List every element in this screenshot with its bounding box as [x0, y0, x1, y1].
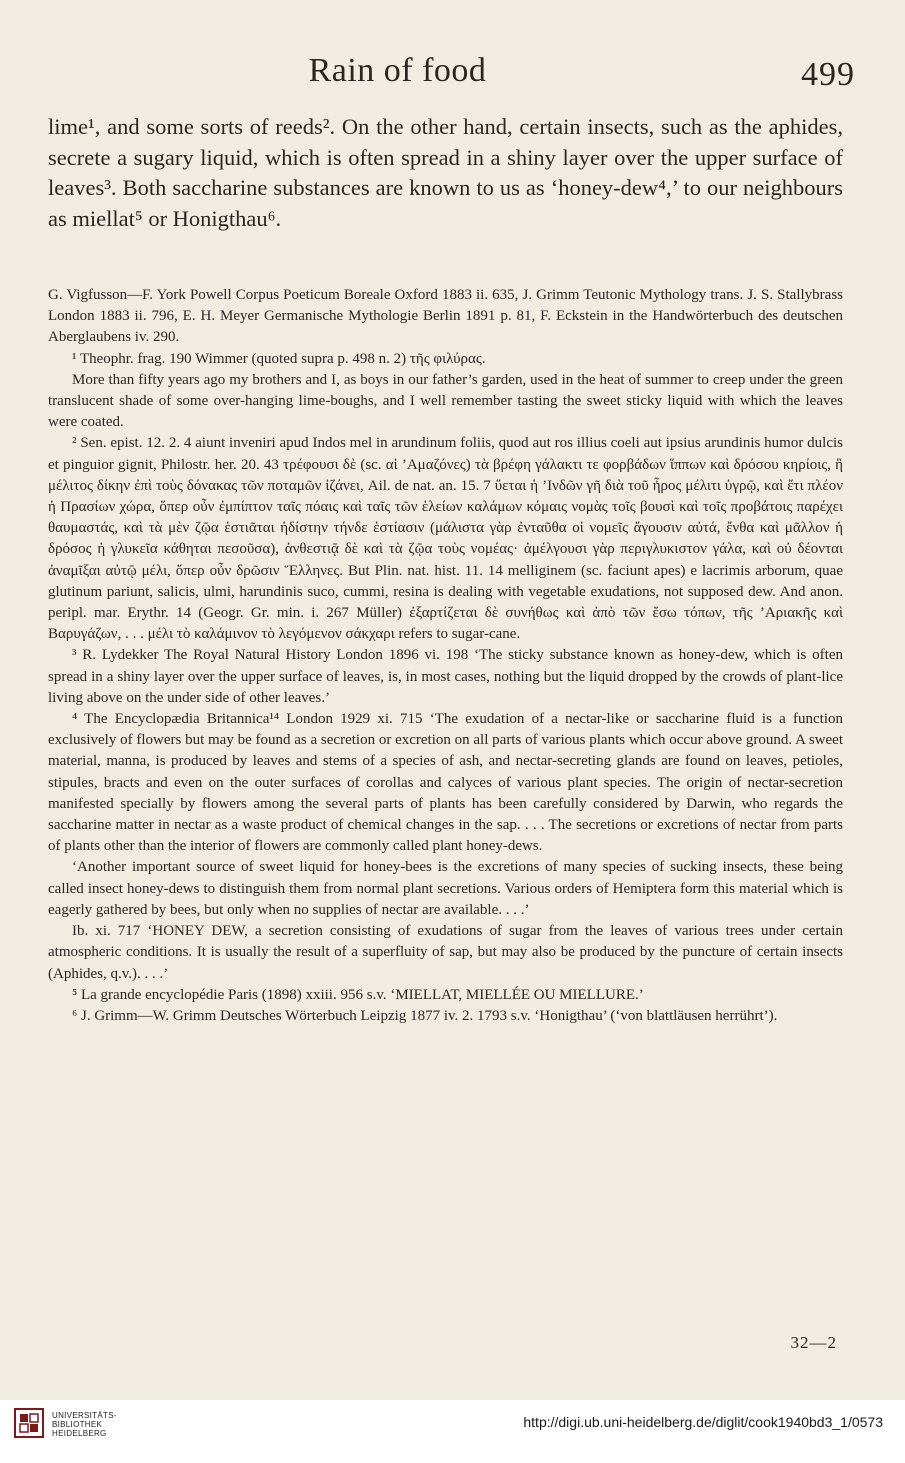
university-library-logo-icon [14, 1408, 44, 1438]
page-number: 499 [801, 56, 855, 93]
signature-mark: 32—2 [790, 1333, 837, 1352]
footnote: ‘Another important source of sweet liquid for honey-bees is the excretions of many species of sucking insects, these being called insect honey-dews to distinguish them from normal plant secretions. Various orders of Hemiptera form this material which is eagerly gathered by bees, but only when no supplies of nectar are available. . . .’ [48, 859, 843, 918]
footnote: G. Vigfusson—F. York Powell Corpus Poeticum Boreale Oxford 1883 ii. 635, J. Grimm Teutonic Mythology trans. J. S. Stallybrass London 1883 ii. 796, E. H. Meyer Germanische Mythologie Berlin 1891 p. 81, F. Eckstein in the Handwörterbuch des deutschen Aberglaubens iv. 290. [48, 287, 843, 346]
body-paragraph: lime¹, and some sorts of reeds². On the other hand, certain insects, such as the aphides, secrete a sugary liquid, which is often spread in a shiny layer over the upper surface of leaves³. Both saccharine substances are known to us as ‘honey-dew⁴,’ to our neighbours as miellat⁵ or Honigthau⁶. [48, 114, 843, 231]
footnote: ³ R. Lydekker The Royal Natural History London 1896 vi. 198 ‘The sticky substance known as honey-dew, which is often spread in a shiny layer over the upper surface of leaves, is, in most cases, nothing but the liquid dropped by the crowds of plant-lice living above on the under side of other leaves.’ [48, 647, 843, 706]
footnote: ¹ Theophr. frag. 190 Wimmer (quoted supra p. 498 n. 2) τῆς φιλύρας. [72, 350, 486, 367]
footnote: ² Sen. epist. 12. 2. 4 aiunt inveniri apud Indos mel in arundinum foliis, quod aut ros illius coeli aut ipsius arundinis humor dulcis et pinguior gignit, Philostr. her. 20. 43 τρέφουσι δὲ (sc. αἱ ’Αμαζόνες) τὰ βρέφη γάλακτι τε φορβάδων ἵππων καὶ δρόσου κηρίοις, ἣ μέλιτος δίκην ἐπὶ τοὺς δόνακας τῶν ποταμῶν ἰζάνει, Ail. de nat. an. 15. 7 ὕεται ἡ ’Ινδῶν γῆ διὰ τοῦ ἦρος μέλιτι ὑγρῷ, καὶ ἔτι πλέον ἡ Πρασίων χώρα, ὅπερ οὖν ἐμπίπτον ταῖς πόαις καὶ ταῖς τῶν ἑλείων καλάμων κόμαις νομὰς τοῖς βουσὶ καὶ τοῖς προβάτοις παρέχει θαυμαστάς, καὶ τὰ μὲν ζῷα ἑστιᾶται ἡδίστην τήνδε ἑστίασιν (μάλιστα γὰρ ἐνταῦθα οἱ νομεῖς ἄγουσιν αὐτά, ἔνθα καὶ μᾶλλον ἡ δρόσος ἡ γλυκεῖα κάθηται πεσοῦσα), ἀνθεστιᾷ δὲ καὶ τὰ ζῷα τοὺς νομέας· ἀμέλγουσι γὰρ περιγλυκιστον γάλα, καὶ οὐ δέονται ἀναμῖξαι αὐτῷ μέλι, ὅπερ οὖν δρῶσιν Ἕλληνες. But Plin. nat. hist. 11. 14 melliginem (sc. faciunt apes) e lacrimis arborum, quae glutinum pariunt, salicis, ulmi, harundinis suco, cummi, resina is dealing with vegetable exudations, not supposed dew. And anon. peripl. mar. Erythr. 14 (Geogr. Gr. min. i. 267 Müller) ἐξαρτίζεται δὲ συνήθως καὶ ἀπὸ τῶν ἔσω τόπων, τῆς ’Αριακῆς καὶ Βαρυγάζων, . . . μέλι τὸ καλάμινον τὸ λεγόμενον σάκχαρι refers to sugar-cane. [48, 435, 843, 643]
footnote: ⁴ The Encyclopædia Britannica¹⁴ London 1929 xi. 715 ‘The exudation of a nectar-like or saccharine fluid is a function exclusively of flowers but may be found as a secretion or excretion on all parts of various plants which occur above ground. A sweet material, manna, is produced by leaves and stems of a species of ash, and nectar-secreting glands are found on leaves, petioles, stipules, bracts and even on the outer surfaces of corollas and calyces of various plant species. The origin of nectar-secretion manifested specially by flowers among the several parts of plants has been carefully considered by Darwin, who regards the saccharine matter in nectar as a waste product of chemical changes in the sap. . . . The secretions or excretions of nectar from parts of plants other than the interior of flowers are commonly called plant honey-dews. [48, 711, 843, 855]
footnote: ⁵ La grande encyclopédie Paris (1898) xxiii. 956 s.v. ‘MIELLAT, MIELLÉE OU MIELLURE.’ [72, 986, 644, 1003]
library-name: UNIVERSITÄTS- BIBLIOTHEK HEIDELBERG [52, 1411, 117, 1438]
footnote: Ib. xi. 717 ‘HONEY DEW, a secretion consisting of exudations of sugar from the leaves of various trees under certain atmospheric conditions. It is usually the result of a superfluity of sap, but may also be produced by the puncture of certain insects (Aphides, q.v.). . . .’ [48, 923, 843, 982]
footnote: ⁶ J. Grimm—W. Grimm Deutsches Wörterbuch Leipzig 1877 iv. 2. 1793 s.v. ‘Honigthau’ (‘von blattläusen herrührt’). [72, 1007, 778, 1024]
footnote: More than fifty years ago my brothers and I, as boys in our father’s garden, used in the heat of summer to creep under the green translucent shade of some over-hanging lime-boughs, and I well remember tasting the sweet sticky liquid with which the leaves were coated. [48, 371, 843, 431]
footer-bar [0, 1400, 905, 1463]
footnotes [48, 285, 843, 1027]
page-header [40, 52, 855, 102]
source-url-link[interactable]: http://digi.ub.uni-heidelberg.de/diglit/cook1940bd3_1/0573 [523, 1414, 883, 1430]
running-title: Rain of food [308, 52, 487, 89]
